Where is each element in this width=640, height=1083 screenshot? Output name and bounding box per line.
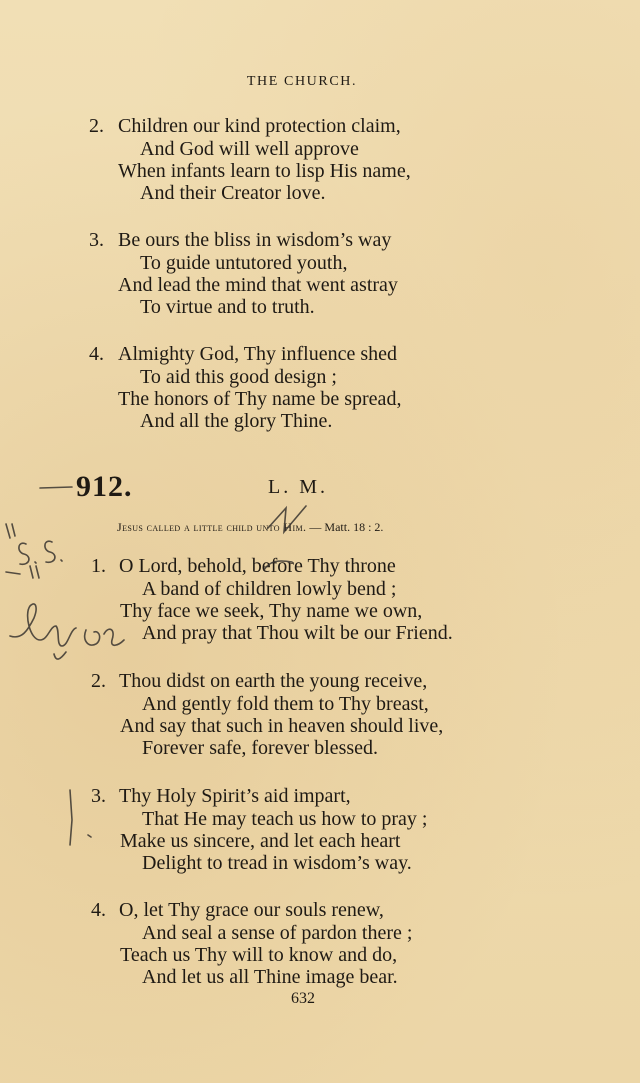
- stanza-number: 1.: [91, 555, 106, 577]
- verse-line: And lead the mind that went astray: [118, 274, 398, 296]
- subtitle-text: Jesus called a little child unto Him.: [117, 520, 307, 534]
- verse-line: The honors of Thy name be spread,: [118, 388, 402, 410]
- verse-line: And their Creator love.: [140, 182, 326, 204]
- pencil-scribble-mark: [268, 506, 306, 532]
- verse-line: And say that such in heaven should live,: [120, 715, 444, 737]
- verse-line: And gently fold them to Thy breast,: [142, 693, 429, 715]
- verse-line: And pray that Thou wilt be our Friend.: [142, 622, 453, 644]
- verse-line: And all the glory Thine.: [140, 410, 333, 432]
- pencil-dash-mark: [40, 487, 72, 488]
- pencil-letter-s: [45, 541, 55, 562]
- page-number: 632: [291, 990, 315, 1007]
- verse-line: Forever safe, forever blessed.: [142, 737, 379, 759]
- pencil-margin-line: [70, 790, 72, 845]
- verse-line: To aid this good design ;: [140, 366, 337, 388]
- verse-line: Teach us Thy will to know and do,: [120, 944, 398, 966]
- verse-line: Be ours the bliss in wisdom’s way: [118, 229, 392, 251]
- pencil-tick-mark: [6, 524, 15, 538]
- pencil-letter-s: [19, 543, 29, 564]
- verse-line: Thy Holy Spirit’s aid impart,: [119, 785, 351, 807]
- stanza-number: 2.: [91, 670, 106, 692]
- verse-line: To guide untutored youth,: [140, 252, 348, 274]
- verse-line: Make us sincere, and let each heart: [120, 830, 401, 852]
- hymn-meter: L. M.: [268, 476, 328, 498]
- stanza-number: 4.: [89, 343, 104, 365]
- verse-line: Delight to tread in wisdom’s way.: [142, 852, 412, 874]
- verse-line: Almighty God, Thy influence shed: [118, 343, 398, 365]
- hymn-number: 912.: [76, 470, 133, 503]
- stanza-number: 4.: [91, 899, 106, 921]
- verse-line: And seal a sense of pardon there ;: [142, 922, 413, 944]
- verse-line: O Lord, behold, before Thy throne: [119, 555, 396, 577]
- stanza-number: 2.: [89, 115, 104, 137]
- stanza-number: 3.: [89, 229, 104, 251]
- verse-line: Children our kind protection claim,: [118, 115, 401, 137]
- verse-line: That He may teach us how to pray ;: [142, 808, 428, 830]
- verse-line: To virtue and to truth.: [140, 296, 315, 318]
- running-head: THE CHURCH.: [246, 74, 358, 89]
- pencil-signature: [10, 604, 124, 659]
- pencil-ditto-mark: [6, 566, 39, 578]
- verse-line: Thou didst on earth the young receive,: [119, 670, 428, 692]
- verse-line: A band of children lowly bend ;: [142, 578, 397, 600]
- verse-line: And let us all Thine image bear.: [142, 966, 398, 988]
- verse-line: When infants learn to lisp His name,: [118, 160, 411, 182]
- stanza-number: 3.: [91, 785, 106, 807]
- verse-line: O, let Thy grace our souls renew,: [119, 899, 384, 921]
- verse-line: And God will well approve: [140, 138, 359, 160]
- verse-line: Thy face we seek, Thy name we own,: [120, 600, 423, 622]
- subtitle-reference: — Matt. 18 : 2.: [309, 520, 384, 534]
